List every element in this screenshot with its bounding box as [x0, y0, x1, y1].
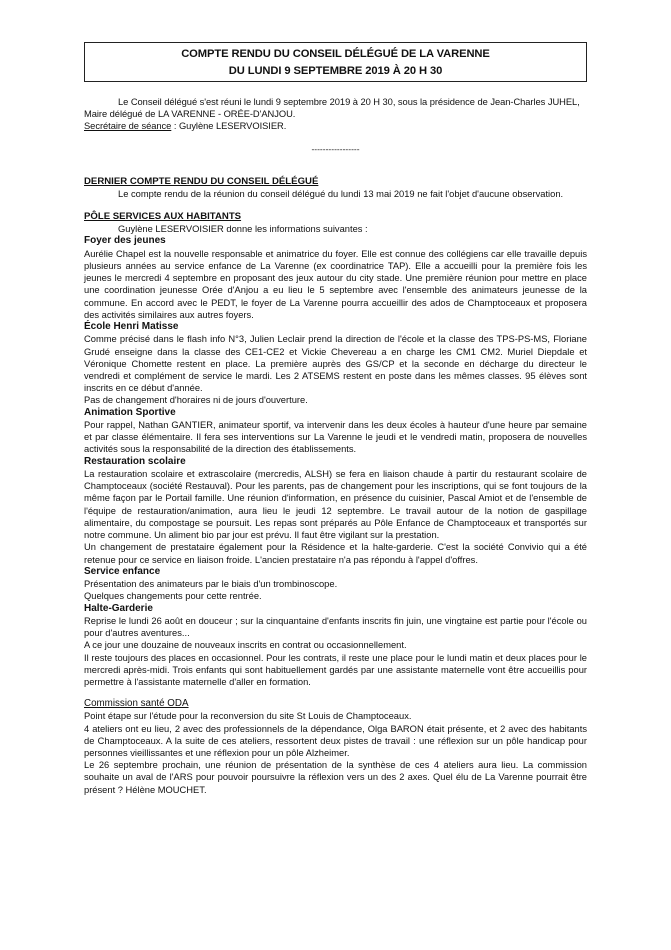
intro-block — [84, 96, 587, 155]
paragraph: Quelques changements pour cette rentrée. — [84, 591, 262, 602]
section-title: Halte-Garderie — [84, 602, 153, 614]
dernier-heading: DERNIER COMPTE RENDU DU CONSEIL DÉLÉGUÉ — [84, 176, 319, 187]
pole-heading: PÔLE SERVICES AUX HABITANTS — [84, 211, 242, 222]
paragraph: Présentation des animateurs par le biais d'un trombinoscope. — [84, 579, 338, 590]
section-restauration — [84, 456, 587, 566]
section-title: Animation Sportive — [84, 406, 176, 418]
title-box — [84, 42, 587, 82]
secretary-value: : Guylène LESERVOISIER. — [171, 121, 287, 132]
paragraph: Aurélie Chapel est la nouvelle responsable et animatrice du foyer. Elle est connue des collégiens car elle travaille depuis plusieurs années au service enfance de La Varenne (ex coordinatrice TAP). Elle a accueilli pour la première fois les jeunes le mercredi 4 septembre en proposant des jeux autour du city stade. Une première réunion pour mettre en place une coordination jeunesse Orée d'Anjou a eu lieu le 5 septembre avec l'ensemble des animateurs jeunesse de la commune. En accord avec le PEDT, le foyer de La Varenne pourra accueillir des ados de Champtoceaux et proposera des activités similaires aux autres foyers. — [84, 248, 587, 320]
paragraph: Reprise le lundi 26 août en douceur ; sur la cinquantaine d'enfants inscrits fin juin, une vingtaine est partie pour l'école ou pour d'autres aventures... — [84, 615, 587, 639]
paragraph: 4 ateliers ont eu lieu, 2 avec des professionnels de la dépendance, Olga BARON était présente, et 2 avec des habitants de Champtoceaux. A la suite de ces ateliers, ressortent deux pistes de travail : une réflexion sur un pôle handicap pour personnes vieillissantes et une réflexion pour un pôle Alzheimer. — [84, 723, 587, 758]
secretary-line — [84, 120, 587, 132]
section-title: École Henri Matisse — [84, 321, 179, 333]
paragraph: Pas de changement d'horaires ni de jours d'ouverture. — [84, 395, 308, 406]
paragraph: Le 26 septembre prochain, une réunion de présentation de la synthèse de ces 4 ateliers aura lieu. La commission souhaite un aval de l'ARS pour pouvoir poursuivre la réflexion vers un des 2 axes. Quel élu de La Varenne pourrait être présent ? Hélène MOUCHET. — [84, 760, 587, 795]
section-commission — [84, 698, 587, 796]
title-line-1: COMPTE RENDU DU CONSEIL DÉLÉGUÉ DE LA VARENNE — [181, 48, 490, 60]
dernier-text: Le compte rendu de la réunion du conseil délégué du lundi 13 mai 2019 ne fait l'objet d'aucune observation. — [118, 189, 564, 200]
intro-line-2: Maire délégué de LA VARENNE - ORÉE-D'ANJOU. — [84, 109, 296, 120]
section-title: Foyer des jeunes — [84, 235, 166, 247]
section-title: Service enfance — [84, 565, 161, 577]
section-animation — [84, 407, 587, 456]
pole-section — [84, 211, 587, 796]
paragraph: Comme précisé dans le flash info N°3, Julien Leclair prend la direction de l'école et la classe des TPS-PS-MS, Floriane Grudé enseigne dans la classe des CE1-CE2 et Vickie Chevereau a en charge les CM1 CM2. Muriel Diepdale et Véronique Chomette restent en place. La première auprès des GS/CP et la seconde en décharge du directeur le vendredi et complément de service le mardi. Les 2 ATSEMS restent en poste dans les mêmes classes. 95 élèves sont inscrits en ce début d'année. — [84, 334, 587, 394]
secretary-label: Secrétaire de séance — [84, 121, 172, 132]
paragraph: Point étape sur l'étude pour la reconversion du site St Louis de Champtoceaux. — [84, 711, 412, 722]
paragraph: Il reste toujours des places en occasionnel. Pour les contrats, il reste une place pour le lundi matin et deux places pour le mercredi après-midi. Trois enfants qui sont habituellement gardés par une assistante maternelle vont être accueillis pour permettre à l'assistante maternelle d'aller en formation. — [84, 652, 587, 687]
section-foyer — [84, 235, 587, 321]
pole-intro: Guylène LESERVOISIER donne les informations suivantes : — [118, 224, 368, 235]
paragraph: Pour rappel, Nathan GANTIER, animateur sportif, va intervenir dans les deux écoles à hauteur d'une heure par semaine et par classe élémentaire. Il fera ses interventions sur La Varenne le jeudi et le vendredi matin, proposera de nouvelles activités sous la responsabilité de la direction des établissements. — [84, 420, 587, 455]
section-enfance — [84, 566, 587, 603]
section-ecole — [84, 321, 587, 407]
commission-title: Commission santé ODA — [84, 698, 189, 710]
title-line-2: DU LUNDI 9 SEPTEMBRE 2019 À 20 H 30 — [228, 65, 443, 77]
section-halte — [84, 603, 587, 689]
paragraph: Un changement de prestataire également pour la Résidence et la halte-garderie. C'est la société Convivio qui a été retenue pour ce service en liaison froide. L'ancien prestataire n'a pas répondu à l'appel d'offres. — [84, 542, 587, 565]
separator: ----------------- — [311, 143, 360, 154]
intro-line-1: Le Conseil délégué s'est réuni le lundi 9 septembre 2019 à 20 H 30, sous la présidence de Jean-Charles JUHEL, — [118, 97, 580, 107]
spacer — [84, 688, 587, 698]
paragraph: La restauration scolaire et extrascolaire (mercredis, ALSH) se fera en liaison chaude à partir du restaurant scolaire de Champtoceaux (société Restauval). Pour les parents, pas de changement pour les inscriptions, qui se font toujours de la même façon par le Portail famille. Une réunion d'information, en présence du cuisinier, Pascal Amiot et de l'ensemble de l'équipe de restauration/animation, aura lieu le jeudi 12 septembre. Le travail autour de la notion de gaspillage alimentaire, du compostage se poursuit. Les repas sont préparés au Pôle Enfance de Champtoceaux et transportés sur notre commune. Un aliment bio par jour est prévu. Il faut être vigilant sur la prestation. — [84, 469, 587, 541]
dernier-section — [84, 176, 587, 200]
section-title: Restauration scolaire — [84, 455, 186, 467]
paragraph: A ce jour une douzaine de nouveaux inscrits en contrat ou occasionnellement. — [84, 640, 407, 651]
